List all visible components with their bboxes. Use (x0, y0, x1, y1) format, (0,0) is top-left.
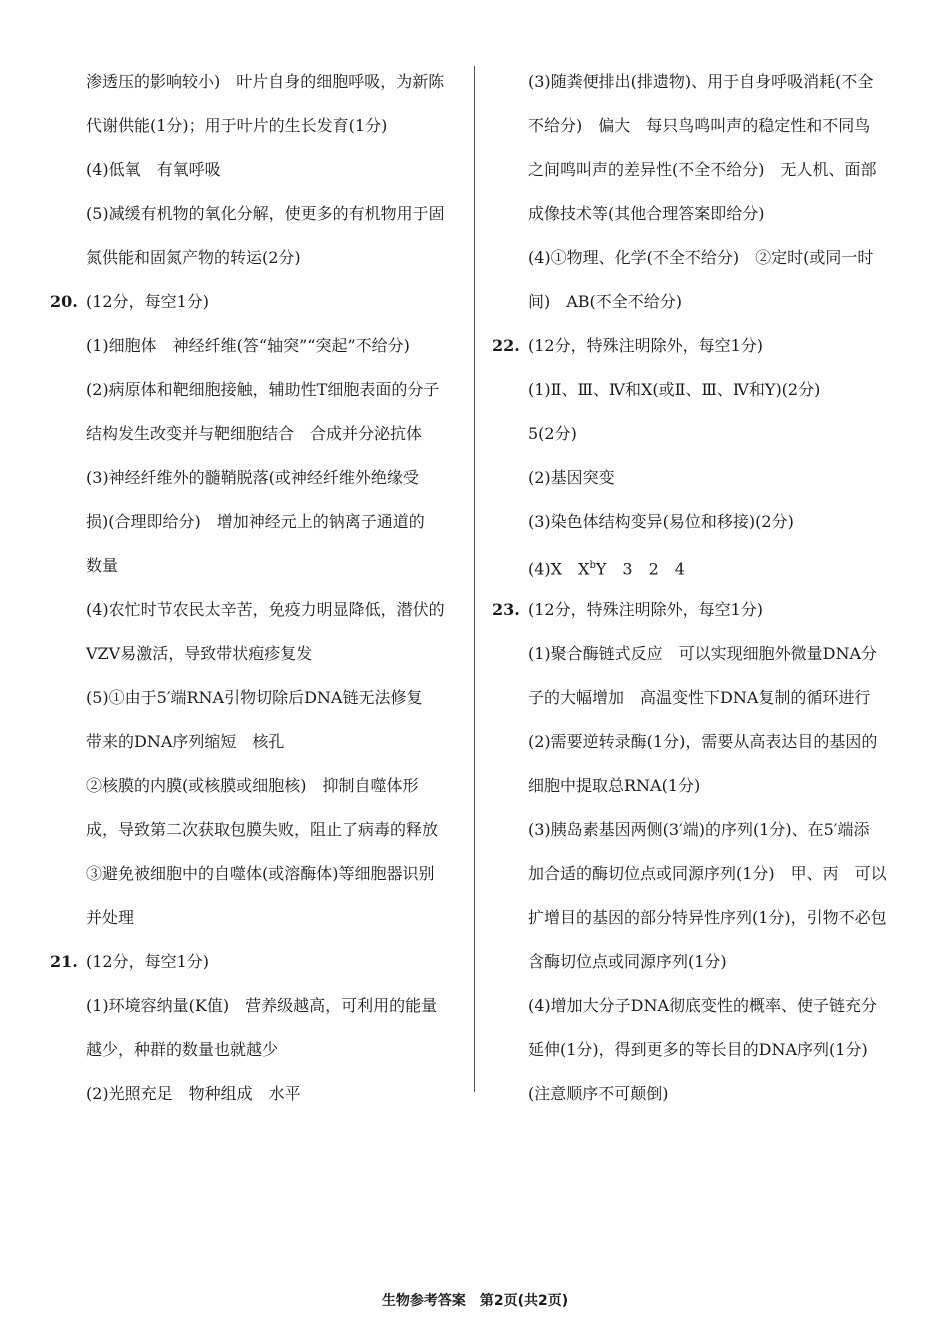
answer-line: (1)环境容纳量(K值) 营养级越高，可利用的能量 (86, 996, 438, 1015)
answer-line: 代谢供能(1分)；用于叶片的生长发育(1分) (86, 116, 388, 135)
answer-line: 结构发生改变并与靶细胞结合 合成并分泌抗体 (86, 424, 423, 443)
answer-line: 5(2分) (528, 424, 577, 443)
column-divider (474, 66, 475, 1092)
answer-line: (2)光照充足 物种组成 水平 (86, 1084, 301, 1103)
answer-line: (3)随粪便排出(排遗物)、用于自身呼吸消耗(不全 (528, 72, 874, 91)
genotype-suffix: Y 3 2 4 (595, 559, 685, 579)
answer-line: 间) AB(不全不给分) (528, 292, 683, 311)
allele-superscript: b (589, 560, 596, 571)
question-22-header (492, 324, 904, 368)
question-score: (12分，每空1分) (86, 952, 210, 971)
left-column (50, 60, 462, 1116)
answer-line: (4)增加大分子DNA彻底变性的概率、使子链充分 (528, 996, 878, 1015)
answer-line: 数量 (86, 556, 119, 575)
answer-line: 成，导致第二次获取包膜失败，阻止了病毒的释放 (86, 820, 439, 839)
answer-line: 子的大幅增加 高温变性下DNA复制的循环进行 (528, 688, 871, 707)
answer-line: VZV易激活，导致带状疱疹复发 (86, 644, 313, 663)
answer-line: (2)病原体和靶细胞接触，辅助性T细胞表面的分子 (86, 380, 440, 399)
answer-line: (2)需要逆转录酶(1分)，需要从高表达目的基因的 (528, 732, 878, 751)
question-number: 21. (50, 952, 78, 971)
answer-line: (2)基因突变 (528, 468, 615, 487)
answer-line: 细胞中提取总RNA(1分) (528, 776, 701, 795)
question-number: 20. (50, 292, 78, 311)
right-column (492, 60, 904, 1116)
answer-line: 带来的DNA序列缩短 核孔 (86, 732, 285, 751)
answer-line: 并处理 (86, 908, 135, 927)
answer-line: 越少，种群的数量也就越少 (86, 1040, 279, 1059)
answer-line: 渗透压的影响较小) 叶片自身的细胞呼吸，为新陈 (86, 72, 445, 91)
question-number: 23. (492, 600, 520, 619)
answer-line: (1)细胞体 神经纤维(答“轴突”“突起”不给分) (86, 336, 410, 355)
page-footer: 生物参考答案 第2页(共2页) (381, 1293, 569, 1309)
answer-line: 损)(合理即给分) 增加神经元上的钠离子通道的 (86, 512, 425, 531)
answer-line: 加合适的酶切位点或同源序列(1分) 甲、丙 可以 (528, 864, 887, 883)
answer-line: (3)神经纤维外的髓鞘脱落(或神经纤维外绝缘受 (86, 468, 419, 487)
answer-line: 延伸(1分)，得到更多的等长目的DNA序列(1分) (528, 1040, 868, 1059)
answer-line: 扩增目的基因的部分特异性序列(1分)，引物不必包 (528, 908, 887, 927)
answer-line: 氮供能和固氮产物的转运(2分) (86, 248, 301, 267)
answer-line: (5)①由于5′端RNA引物切除后DNA链无法修复 (86, 688, 423, 707)
question-21-header (50, 940, 462, 984)
answer-line: (1)聚合酶链式反应 可以实现细胞外微量DNA分 (528, 644, 878, 663)
answer-line: 含酶切位点或同源序列(1分) (528, 952, 727, 971)
question-score: (12分，每空1分) (86, 292, 210, 311)
answer-line: (1)Ⅱ、Ⅲ、Ⅳ和X(或Ⅱ、Ⅲ、Ⅳ和Y)(2分) (528, 380, 821, 399)
answer-line: (3)染色体结构变异(易位和移接)(2分) (528, 512, 794, 531)
answer-line-genotype (492, 544, 904, 588)
answer-line: (4)农忙时节农民太辛苦，免疫力明显降低，潜伏的 (86, 600, 445, 619)
question-20-header (50, 280, 462, 324)
genotype-prefix: (4)X X (528, 559, 590, 579)
answer-line: (4)①物理、化学(不全不给分) ②定时(或同一时 (528, 248, 874, 267)
answer-line: (3)胰岛素基因两侧(3′端)的序列(1分)、在5′端添 (528, 820, 870, 839)
answer-line: 之间鸣叫声的差异性(不全不给分) 无人机、面部 (528, 160, 877, 179)
answer-line: ③避免被细胞中的自噬体(或溶酶体)等细胞器识别 (86, 864, 435, 883)
answer-line: ②核膜的内膜(或核膜或细胞核) 抑制自噬体形 (86, 776, 419, 795)
question-23-header (492, 588, 904, 632)
question-score: (12分，特殊注明除外，每空1分) (528, 336, 764, 355)
question-score: (12分，特殊注明除外，每空1分) (528, 600, 764, 619)
answer-line: (4)低氧 有氧呼吸 (86, 160, 221, 179)
answer-line: 成像技术等(其他合理答案即给分) (528, 204, 765, 223)
answer-line: 不给分) 偏大 每只鸟鸣叫声的稳定性和不同鸟 (528, 116, 871, 135)
answer-line: (注意顺序不可颠倒) (528, 1084, 669, 1103)
answer-line: (5)减缓有机物的氧化分解，使更多的有机物用于固 (86, 204, 445, 223)
question-number: 22. (492, 336, 520, 355)
